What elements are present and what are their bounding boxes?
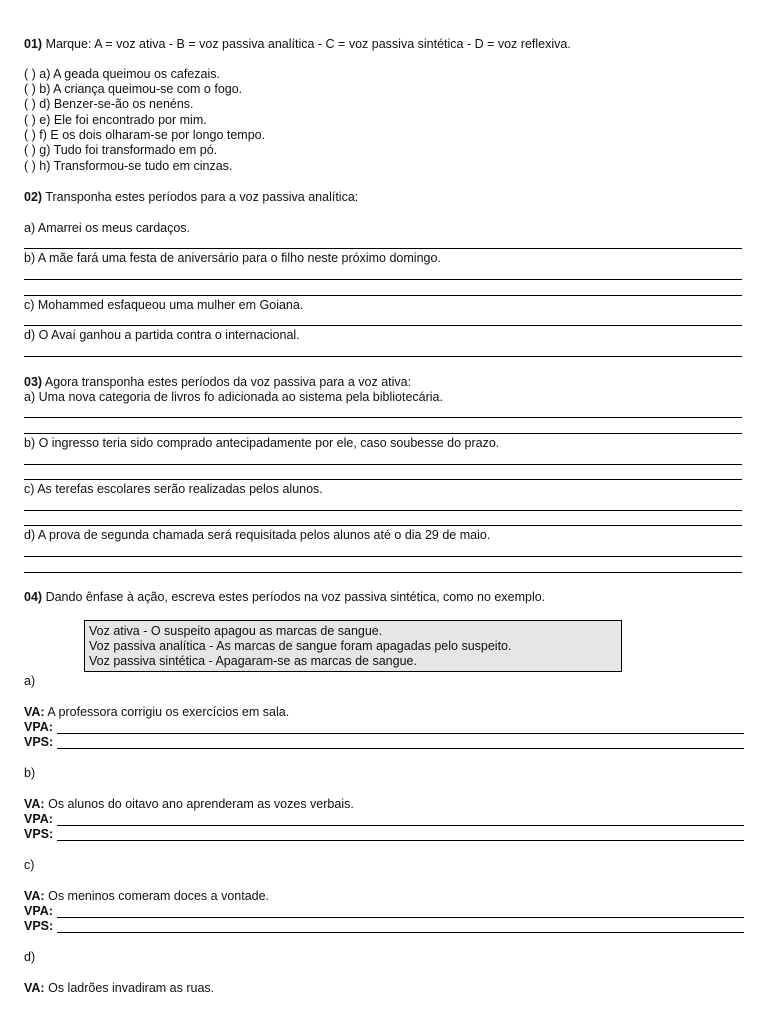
question-3-prompt: [24, 375, 411, 390]
va-sentence: Os alunos do oitavo ano aprenderam as vozes verbais.: [48, 797, 354, 811]
q3-item-a: a) Uma nova categoria de livros fo adicionada ao sistema pela bibliotecária.: [24, 390, 443, 404]
answer-line[interactable]: [24, 510, 742, 511]
example-active-voice: Voz ativa - O suspeito apagou as marcas de sangue.: [89, 624, 383, 638]
q1-item-b: ( ) b) A criança queimou-se com o fogo.: [24, 82, 243, 96]
question-2-number: 02): [24, 190, 43, 204]
answer-line[interactable]: [24, 325, 742, 326]
answer-line[interactable]: [24, 525, 742, 526]
vpa-answer-line[interactable]: [57, 917, 744, 918]
vps-label: VPS:: [24, 827, 54, 841]
q1-item-d: ( ) d) Benzer-se-ão os nenéns.: [24, 97, 194, 111]
q2-item-b: b) A mãe fará uma festa de aniversário para o filho neste próximo domingo.: [24, 251, 441, 265]
q4-item-va: [24, 889, 269, 904]
answer-line[interactable]: [24, 356, 742, 357]
q4-item-va: [24, 705, 289, 720]
va-sentence: Os ladrões invadiram as ruas.: [48, 981, 215, 995]
answer-line[interactable]: [24, 279, 742, 280]
question-4-text: Dando ênfase à ação, escreva estes períodos na voz passiva sintética, como no exemplo.: [45, 590, 546, 604]
question-4-prompt: [24, 590, 545, 605]
va-sentence: Os meninos comeram doces a vontade.: [48, 889, 270, 903]
question-1-prompt: [24, 37, 571, 52]
vps-label: VPS:: [24, 735, 54, 749]
va-label: VA:: [24, 889, 45, 903]
q4-item-va: [24, 797, 354, 812]
q2-item-a: a) Amarrei os meus cardaços.: [24, 221, 191, 235]
va-label: VA:: [24, 797, 45, 811]
q4-item-letter: c): [24, 858, 35, 872]
question-2-prompt: [24, 190, 358, 205]
q2-item-d: d) O Avaí ganhou a partida contra o internacional.: [24, 328, 300, 342]
va-sentence: A professora corrigiu os exercícios em sala.: [47, 705, 290, 719]
q4-item-letter: b): [24, 766, 36, 780]
vps-answer-line[interactable]: [57, 748, 744, 749]
vpa-label: VPA:: [24, 720, 53, 734]
q1-item-a: ( ) a) A geada queimou os cafezais.: [24, 67, 220, 81]
question-2-text: Transponha estes períodos para a voz passiva analítica:: [45, 190, 359, 204]
q2-item-c: c) Mohammed esfaqueou uma mulher em Goiana.: [24, 298, 304, 312]
q3-item-d: d) A prova de segunda chamada será requisitada pelos alunos até o dia 29 de maio.: [24, 528, 491, 542]
q4-item-va: [24, 981, 214, 996]
q3-item-c: c) As terefas escolares serão realizadas pelos alunos.: [24, 482, 323, 496]
q4-item-letter: a): [24, 674, 36, 688]
answer-line[interactable]: [24, 417, 742, 418]
q1-item-f: ( ) f) E os dois olharam-se por longo tempo.: [24, 128, 266, 142]
va-label: VA:: [24, 705, 45, 719]
answer-line[interactable]: [24, 479, 742, 480]
question-4-number: 04): [24, 590, 43, 604]
vpa-answer-line[interactable]: [57, 733, 744, 734]
vps-answer-line[interactable]: [57, 932, 744, 933]
answer-line[interactable]: [24, 295, 742, 296]
example-analytic-passive: Voz passiva analítica - As marcas de sangue foram apagadas pelo suspeito.: [89, 639, 512, 653]
answer-line[interactable]: [24, 556, 742, 557]
question-3-number: 03): [24, 375, 43, 389]
answer-line[interactable]: [24, 464, 742, 465]
vps-answer-line[interactable]: [57, 840, 744, 841]
va-label: VA:: [24, 981, 45, 995]
vpa-label: VPA:: [24, 904, 53, 918]
question-1-number: 01): [24, 37, 43, 51]
vpa-answer-line[interactable]: [57, 825, 744, 826]
q1-item-h: ( ) h) Transformou-se tudo em cinzas.: [24, 159, 233, 173]
vpa-label: VPA:: [24, 812, 53, 826]
question-3-text: Agora transponha estes períodos da voz passiva para a voz ativa:: [44, 375, 412, 389]
vps-label: VPS:: [24, 919, 54, 933]
example-box: [84, 620, 622, 672]
answer-line[interactable]: [24, 572, 742, 573]
answer-line[interactable]: [24, 433, 742, 434]
q3-item-b: b) O ingresso teria sido comprado antecipadamente por ele, caso soubesse do prazo.: [24, 436, 500, 450]
q1-item-e: ( ) e) Ele foi encontrado por mim.: [24, 113, 207, 127]
question-1-text: Marque: A = voz ativa - B = voz passiva analítica - C = voz passiva sintética - D = voz reflexiva.: [45, 37, 571, 51]
q4-item-letter: d): [24, 950, 36, 964]
q1-item-g: ( ) g) Tudo foi transformado em pó.: [24, 143, 218, 157]
example-synthetic-passive: Voz passiva sintética - Apagaram-se as marcas de sangue.: [89, 654, 417, 668]
answer-line[interactable]: [24, 248, 742, 249]
